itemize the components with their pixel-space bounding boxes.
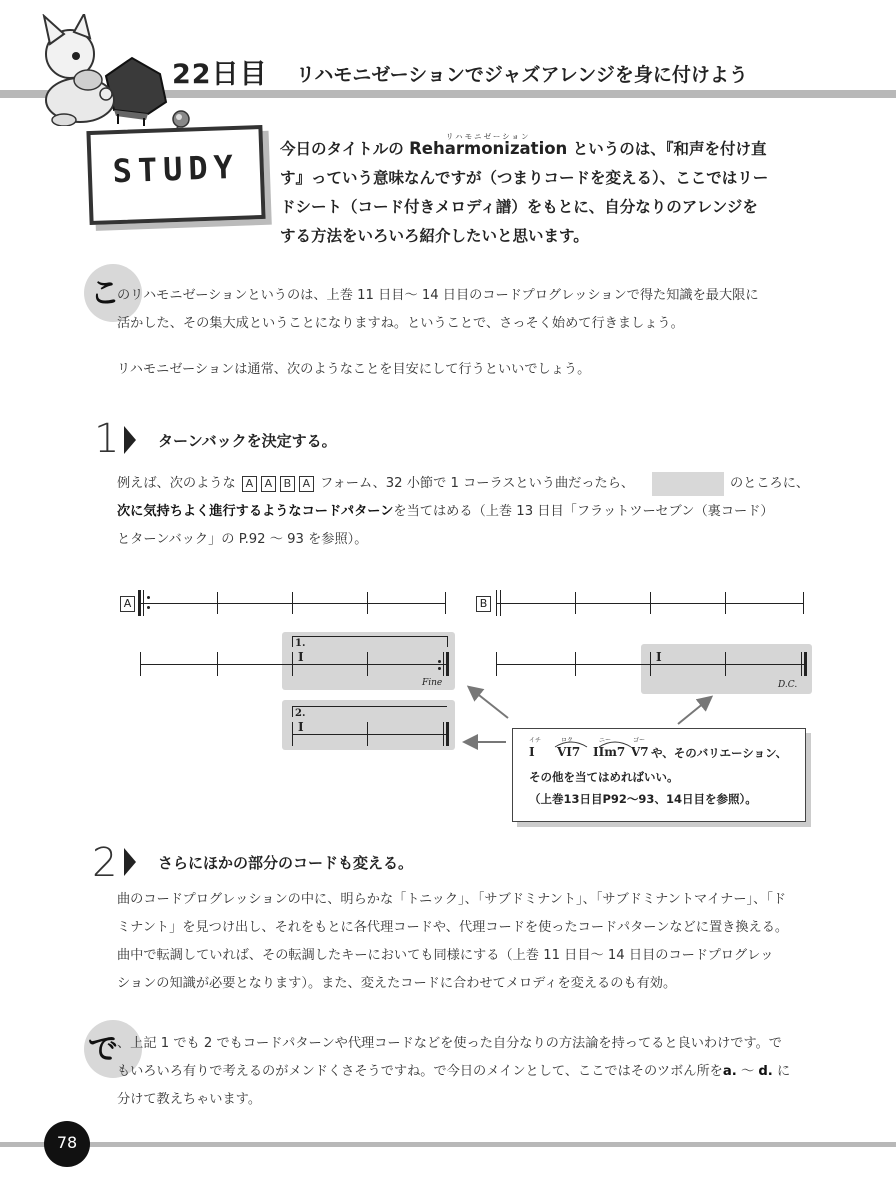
footer-bar: [0, 1142, 896, 1147]
barline: [292, 592, 293, 614]
para3-line2-end: に: [772, 1064, 791, 1079]
step1-line2-rest: を当てはめる（上巻 13 日目「フラットツーセブン（裏コード）: [393, 504, 774, 519]
end-bar: [801, 652, 802, 676]
repeat-dot: [147, 606, 150, 609]
form-box-a1: A: [242, 476, 257, 492]
step-arrow-icon: [124, 848, 136, 876]
term-ruby: リハモニゼーション: [445, 132, 531, 141]
double-bar: [500, 590, 501, 616]
label-d: d.: [758, 1064, 773, 1079]
repeat-bar: [138, 590, 141, 616]
intro-text: [280, 134, 820, 251]
barline: [575, 592, 576, 614]
page-number: 78: [56, 1133, 78, 1152]
chord-i-2: I: [298, 720, 304, 734]
end-bar: [443, 652, 444, 676]
step2-line2: ミナント」を見つけ出し、それをもとに各代理コードや、代理コードを使ったコードパターンなどに置き換える。: [117, 920, 789, 935]
repeat-dot: [438, 667, 441, 670]
form-box-a2: A: [261, 476, 276, 492]
chord-5: V7: [631, 745, 649, 759]
page-title: リハモニゼーションでジャズアレンジを身に付けよう: [296, 64, 748, 86]
label-a: a.: [722, 1064, 737, 1079]
barline: [292, 652, 293, 676]
dropcap-de: で: [88, 1032, 118, 1067]
ruby-2: ニー: [599, 737, 612, 744]
dc-label: D.C.: [778, 680, 798, 690]
term-reharmonization: [409, 134, 567, 164]
double-bar: [496, 590, 497, 616]
barline: [367, 722, 368, 746]
barline: [367, 652, 368, 676]
day-title: 22日目: [172, 59, 268, 90]
barline: [367, 592, 368, 614]
para3-line3: 分けて教えちゃいます。: [117, 1092, 262, 1107]
step1-bold: 次に気持ちよく進行するようなコードパターン: [117, 504, 394, 519]
callout-line3: （上巻13日目P92～93、14日目を参照）。: [529, 792, 757, 806]
barline: [575, 652, 576, 676]
ending1-bracket: [292, 636, 448, 647]
slur-marks: [553, 737, 646, 749]
para3-line2-text: もいろいろ有りで考えるのがメンドくさそうですね。で今日のメインとして、ここではそのツボん所を: [117, 1064, 723, 1079]
staff-a-row1: [140, 603, 446, 604]
barline: [292, 722, 293, 746]
para1-line2: 活かした、その集大成ということになりますね。ということで、さっそく始めて行きましょう。: [117, 316, 684, 331]
step1-line2: [117, 498, 774, 526]
form-box-a3: A: [299, 476, 314, 492]
ruby-5: ゴー: [633, 737, 646, 744]
intro-line-4: する方法をいろいろ紹介したいと思います。: [280, 227, 589, 245]
ending2-label: 2.: [295, 708, 306, 719]
study-badge: [86, 125, 265, 225]
barline: [217, 652, 218, 676]
end-bar-thick: [446, 722, 449, 746]
intro-line-1b: というのは、『和声を付け直: [567, 140, 767, 158]
step1-line1a: 例えば、次のような: [117, 476, 236, 491]
fine-label: Fine: [422, 678, 443, 688]
step1-line1b: フォーム、32 小節で 1 コーラスという曲だったら、: [315, 476, 635, 491]
intro-line-2: す』っていう意味なんですが（つまりコードを変える）、ここではリー: [280, 169, 769, 187]
chord-pattern-callout: [512, 728, 806, 822]
section-label-b: B: [476, 596, 491, 612]
chord-2m7: IIm7: [593, 745, 626, 759]
end-bar-thick: [446, 652, 449, 676]
barline: [725, 592, 726, 614]
step-arrow-icon: [124, 426, 136, 454]
repeat-dot: [438, 660, 441, 663]
barline: [725, 652, 726, 676]
barline: [803, 592, 804, 614]
staff-ending2: [292, 734, 448, 735]
chord-1: I: [529, 745, 535, 759]
term-text: Reharmonization: [409, 139, 568, 158]
para1-line1: のリハモニゼーションというのは、上巻 11 日目～ 14 日目のコードプログレッションで得た知識を最大限に: [117, 288, 759, 303]
step1-line1: [117, 470, 634, 498]
barline: [496, 652, 497, 676]
step1-number: 1: [94, 416, 120, 462]
barline: [650, 592, 651, 614]
dropcap-ko: こ: [90, 276, 120, 311]
step1-line3: とターンバック」の P.92 ～ 93 を参照）。: [117, 532, 368, 547]
step1-heading: ターンバックを決定する。: [158, 432, 337, 450]
tilde: ～: [736, 1064, 759, 1079]
step2-line4: ションの知識が必要となります）。また、変えたコードに合わせてメロディを変えるのも有効。: [117, 976, 677, 991]
para2: リハモニゼーションは通常、次のようなことを目安にして行うといいでしょう。: [117, 362, 591, 377]
step1-line1c: のところに、: [730, 476, 810, 491]
cat-piano-illustration: [28, 14, 176, 126]
para3-line1: 、上記 1 でも 2 でもコードパターンや代理コードなどを使った自分なりの方法論を持ってると良いわけです。で: [117, 1036, 782, 1051]
staff-a-row2: [140, 664, 448, 665]
form-box-b: B: [280, 476, 295, 492]
ending2-bracket: [292, 706, 447, 717]
ruby-1: イチ: [529, 737, 542, 744]
callout-line2: その他を当てはめればいい。: [529, 770, 679, 784]
step2-line3: 曲中で転調していれば、その転調したキーにおいても同様にする（上巻 11 日目～ 14 日目のコードプログレッ: [117, 948, 774, 963]
barline: [650, 652, 651, 676]
study-label: STUDY: [111, 147, 240, 191]
barline: [140, 652, 141, 676]
barline: [143, 590, 144, 616]
chord-6: VI7: [557, 745, 581, 759]
end-bar: [443, 722, 444, 746]
barline: [217, 592, 218, 614]
repeat-dot: [147, 596, 150, 599]
step2-line1: 曲のコードプログレッションの中に、明らかな「トニック」、「サブドミナント」、「サブドミナントマイナー」、「ド: [117, 892, 787, 907]
ruby-6: ロク: [561, 737, 574, 744]
para3-line2: [117, 1058, 790, 1086]
section-label-a: A: [120, 596, 135, 612]
step2-number: 2: [92, 840, 118, 886]
staff-b-row2: [496, 664, 806, 665]
shaded-area-swatch: [652, 472, 724, 496]
intro-line-3: ドシート（コード付きメロディ譜）をもとに、自分なりのアレンジを: [280, 198, 758, 216]
chord-i-b: I: [656, 650, 662, 664]
callout-line1: や、そのバリエーション、: [651, 746, 788, 760]
intro-line-1a: 今日のタイトルの: [280, 140, 410, 158]
ending1-label: 1.: [295, 638, 306, 649]
step2-heading: さらにほかの部分のコードも変える。: [158, 854, 414, 872]
chord-i: I: [298, 650, 304, 664]
barline: [445, 592, 446, 614]
end-bar-thick: [804, 652, 807, 676]
